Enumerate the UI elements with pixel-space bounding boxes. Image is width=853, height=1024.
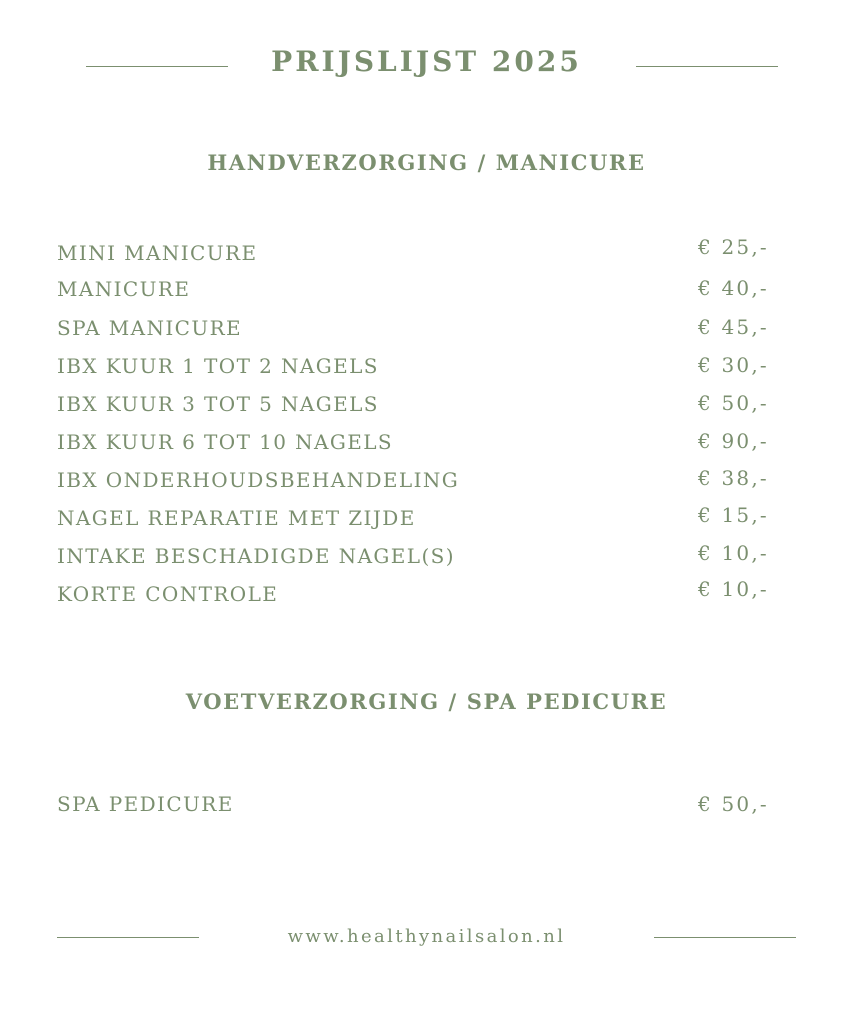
website-url: www.healthynailsalon.nl [287, 926, 566, 947]
service-name: MANICURE [57, 277, 191, 301]
service-price: € 25,- [698, 235, 769, 259]
service-name: MINI MANICURE [57, 241, 258, 265]
service-price: € 45,- [698, 315, 769, 339]
page-title: PRIJSLIJST 2025 [271, 45, 582, 78]
service-name: IBX KUUR 3 TOT 5 NAGELS [57, 392, 379, 416]
service-price: € 90,- [698, 429, 769, 453]
service-price: € 10,- [698, 577, 769, 601]
service-price: € 15,- [698, 503, 769, 527]
header-divider-right [636, 66, 778, 67]
service-price: € 38,- [698, 466, 769, 490]
service-name: KORTE CONTROLE [57, 582, 279, 606]
service-name: SPA PEDICURE [57, 792, 234, 816]
service-name: SPA MANICURE [57, 316, 243, 340]
service-price: € 40,- [698, 276, 769, 300]
service-price: € 50,- [698, 391, 769, 415]
service-price: € 30,- [698, 353, 769, 377]
service-price: € 50,- [698, 792, 769, 816]
service-name: IBX KUUR 1 TOT 2 NAGELS [57, 354, 379, 378]
footer-divider-right [654, 937, 796, 938]
service-name: IBX ONDERHOUDSBEHANDELING [57, 468, 460, 492]
service-name: IBX KUUR 6 TOT 10 NAGELS [57, 430, 393, 454]
section-heading-pedicure: VOETVERZORGING / SPA PEDICURE [185, 689, 668, 714]
service-price: € 10,- [698, 541, 769, 565]
service-name: NAGEL REPARATIE MET ZIJDE [57, 506, 416, 530]
section-heading-manicure: HANDVERZORGING / MANICURE [207, 150, 646, 175]
service-name: INTAKE BESCHADIGDE NAGEL(S) [57, 544, 455, 568]
